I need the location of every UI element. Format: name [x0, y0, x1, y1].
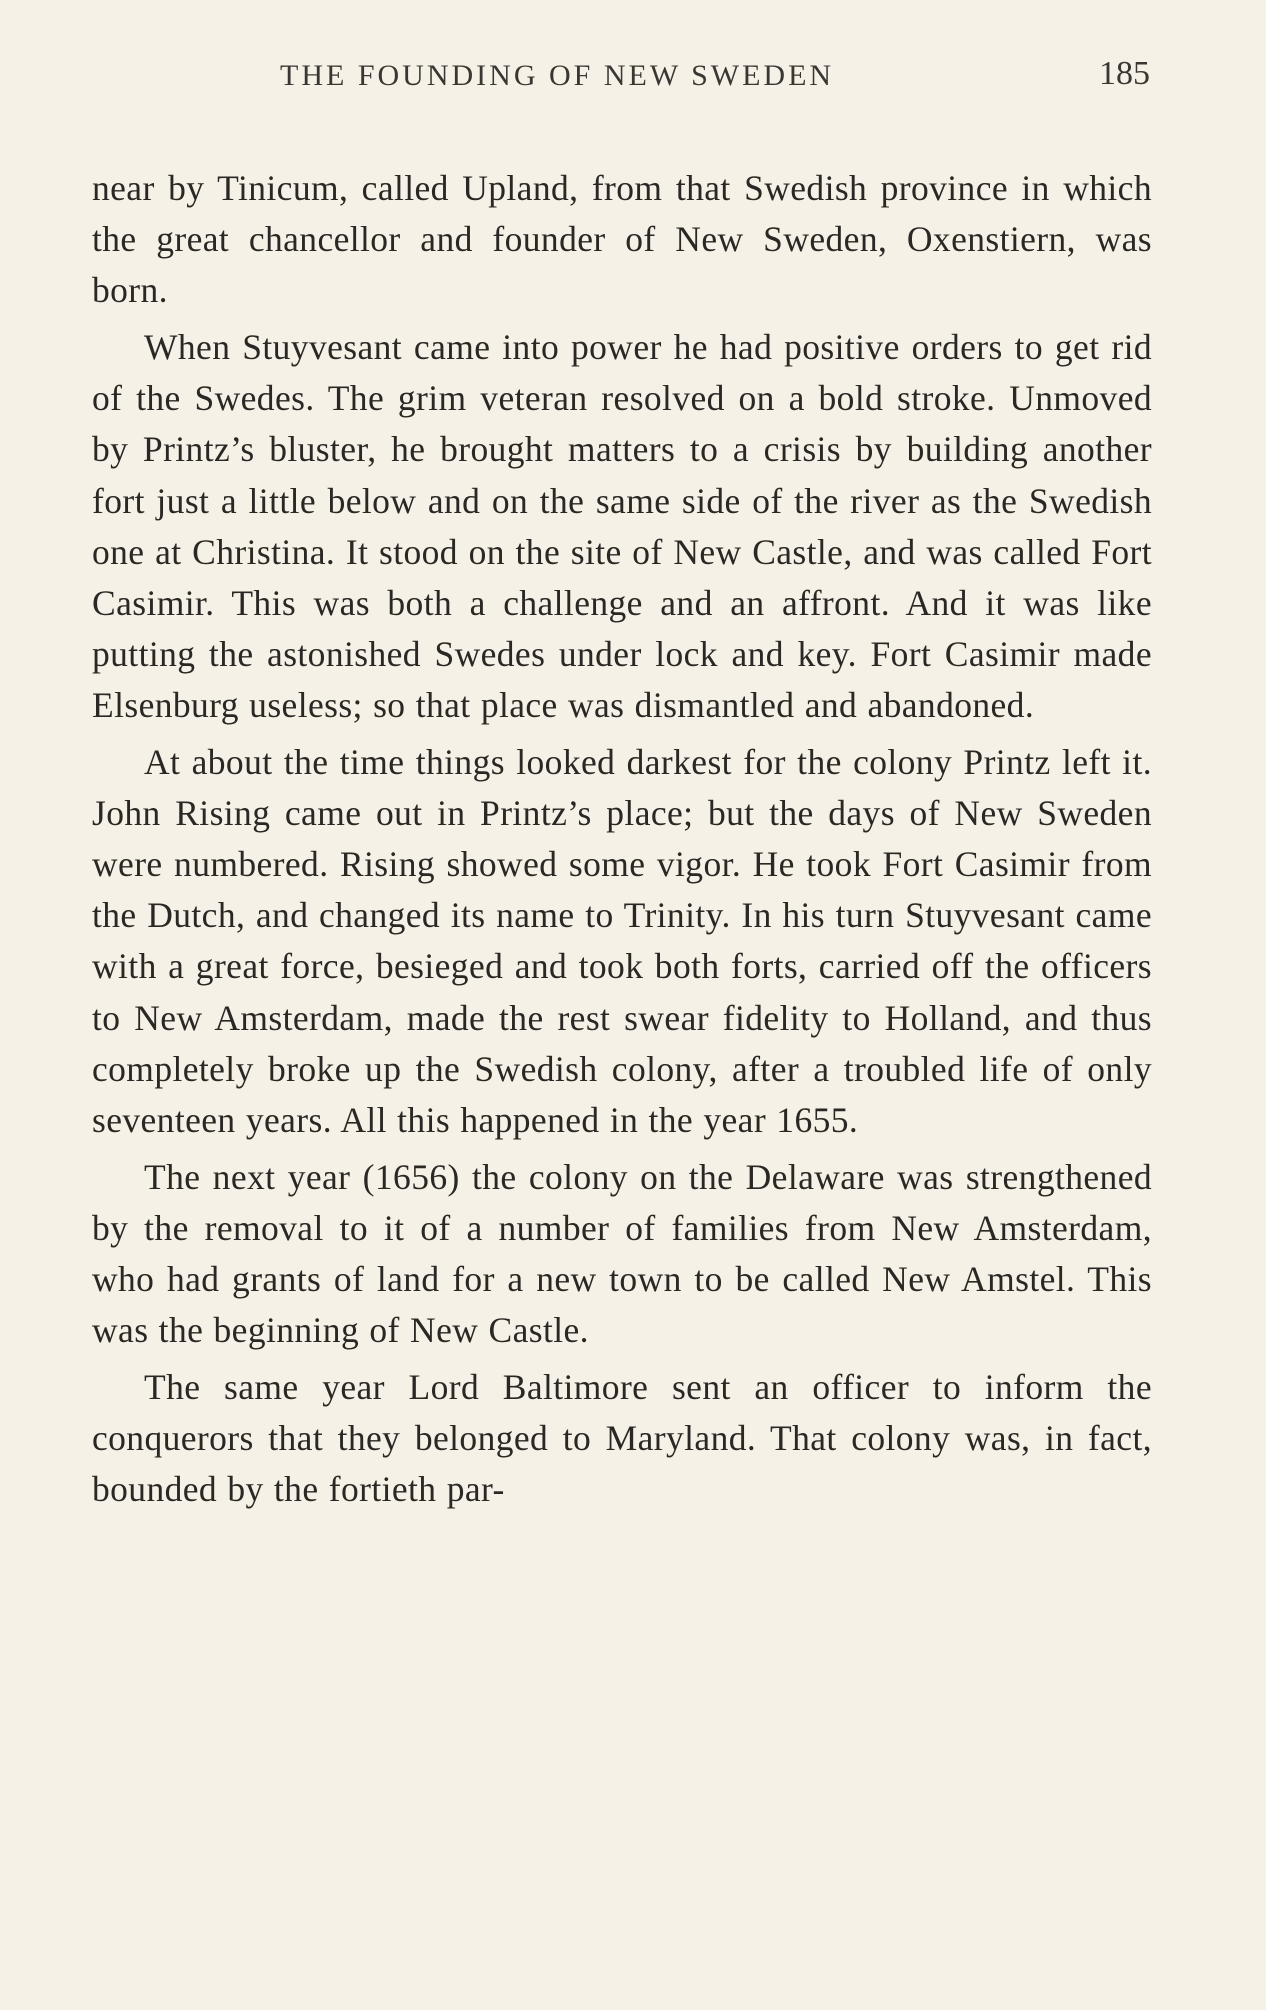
paragraph-rising: At about the time things looked darkest for the colony Printz left it. John Rising came out in Printz’s place; but the days of New Sweden were numbered. Rising showed some vigor. He took Fort Casimir from the Dutch, and changed its name to Trinity. In his turn Stuyvesant came with a great force, besieged and took both forts, carried off the officers to New Amsterdam, made the rest swear fidelity to Holland, and thus completely broke up the Swedish colony, after a troubled life of only seventeen years. All this happened in the year 1655.: [92, 742, 1152, 1140]
running-title: THE FOUNDING OF NEW SWEDEN: [280, 59, 835, 92]
page-number: 185: [1099, 55, 1150, 92]
paragraph-baltimore: The same year Lord Baltimore sent an officer to inform the conquerors that they belonged to Maryland. That colony was, in fact, bounded by the fortieth par-: [92, 1367, 1152, 1510]
body-text: [92, 163, 1152, 1515]
running-head: [92, 55, 1152, 103]
paragraph-new-amstel: The next year (1656) the colony on the Delaware was strengthened by the removal to it of a number of families from New Amsterdam, who had grants of land for a new town to be called New Amstel. This was the beginning of New Castle.: [92, 1156, 1152, 1351]
paragraph-continuation: near by Tinicum, called Upland, from that Swedish province in which the great chancellor and founder of New Sweden, Oxenstiern, was born.: [92, 168, 1152, 311]
book-page: [92, 55, 1152, 1515]
paragraph-stuyvesant: When Stuyvesant came into power he had positive orders to get rid of the Swedes. The grim veteran resolved on a bold stroke. Unmoved by Printz’s bluster, he brought matters to a crisis by building another fort just a little below and on the same side of the river as the Swedish one at Christina. It stood on the site of New Castle, and was called Fort Casimir. This was both a challenge and an affront. And it was like putting the astonished Swedes under lock and key. Fort Casimir made Elsenburg useless; so that place was dismantled and abandoned.: [92, 327, 1152, 725]
